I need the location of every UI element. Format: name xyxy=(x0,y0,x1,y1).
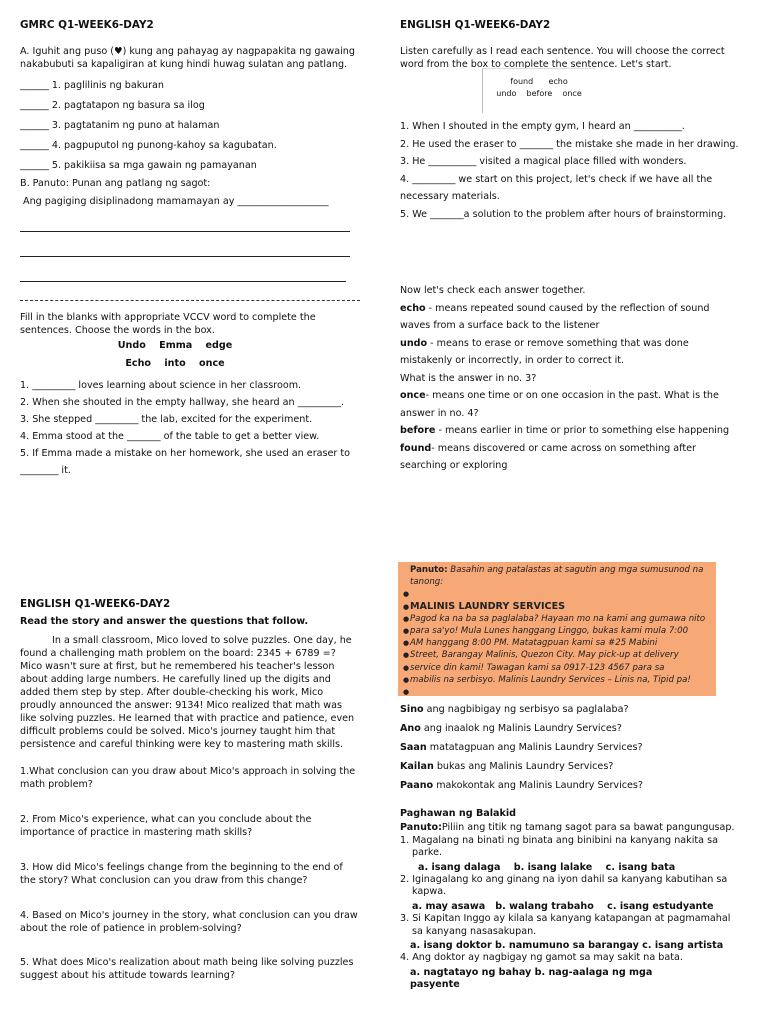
word-box-line-2: Echo into once xyxy=(125,357,225,369)
gmrc-items xyxy=(20,80,360,178)
list-item: 4. Emma stood at the _______ of the table to get a better view. xyxy=(20,430,320,442)
story-text: In a small classroom, Mico loved to solve puzzles. One day, he found a challenging math problem on the board: 2345 + 6789 =? Mico wasn't sure at first, but he remembered his teacher's lesson about adding large numbers. He carefully lined up the digits and added them step by step. After double-checking his work, Mico proudly announced the answer: 9134! Mico realized that math was like solving puzzles. He learned that with practice and patience, even difficult problems could be solved. Mico's journey taught him that persistence and careful thinking were key to mastering math skills. xyxy=(20,634,355,750)
ad-line: ● service din kami! Tawagan kami sa 0917-123 4567 para sa xyxy=(403,662,665,673)
list-item: 1. _________ loves learning about science in her classroom. xyxy=(20,379,302,391)
gmrc-prompt-b: Ang pagiging disiplinadong mamamayan ay ___________________ xyxy=(23,195,329,207)
word-box-line-2: undo before once xyxy=(496,88,582,98)
question: 4. Based on Mico's journey in the story, what conclusion can you draw about the role of patience in problem-solving? xyxy=(20,909,358,934)
list-item: 3. He __________ visited a magical place filled with wonders. xyxy=(400,156,687,168)
ad-questions xyxy=(400,700,740,795)
ad-title: MALINIS LAUNDRY SERVICES xyxy=(410,600,566,612)
vccv-instruction: Fill in the blanks with appropriate VCCV word to complete the sentences. Choose the words in the box. xyxy=(20,312,316,336)
ad-line: ● Pagod ka na ba sa paglalaba? Hayaan mo na kami ang gumawa nito xyxy=(403,613,706,624)
ad-text: service din kami! Tawagan kami sa 0917-123 4567 para sa xyxy=(410,662,665,673)
section-divider xyxy=(20,300,360,301)
ad-line: ● mabilis na serbisyo. Malinis Laundry Services – Linis na, Tipid pa! xyxy=(403,674,691,685)
ad-text: Street, Barangay Malinis, Quezon City. May pick-up at delivery xyxy=(410,650,679,661)
question-word: Sino xyxy=(400,704,424,715)
english-story-section xyxy=(20,597,360,983)
definition: - means to erase or remove something that was done mistakenly or incorrectly, in order to correct it. xyxy=(400,337,689,366)
ad-text: Pagod ka na ba sa paglalaba? Hayaan mo na kami ang gumawa nito xyxy=(410,613,706,624)
definition-before xyxy=(400,422,740,440)
question: 5. What does Mico's realization about math being like solving puzzles suggest about his attitude towards learning? xyxy=(20,957,354,982)
question: 3. Si Kapitan Inggo ay kilala sa kanyang katapangan at pagmamahal sa kanyang nasasakupan. xyxy=(400,913,731,937)
ad-line: ● Street, Barangay Malinis, Quezon City. May pick-up at delivery xyxy=(403,650,679,661)
choices: a. isang doktor b. namumuno sa barangay c. isang artista xyxy=(410,940,724,952)
ad-text: para sa'yo! Mula Lunes hanggang Linggo, bukas kami mula 7:00 xyxy=(410,626,689,637)
question: 1. Magalang na binati ng binata ang binibini na kanyang nakita sa parke. xyxy=(400,834,718,859)
definition-undo xyxy=(400,335,740,370)
definition: - means repeated sound caused by the reflection of sound waves from a surface back to the listener xyxy=(400,302,710,331)
gmrc-section xyxy=(20,18,360,282)
definition: - means one time or on one occasion in the past. What is the answer in no. 4? xyxy=(400,390,719,419)
definition: - means discovered or came across on something after searching or exploring xyxy=(400,442,696,471)
question-word: Kailan xyxy=(400,761,434,772)
question-word: Ano xyxy=(400,723,421,734)
paghawan-instruction xyxy=(400,822,742,834)
gmrc-instruction-a: A. Iguhit ang puso (♥) kung ang pahayag ay nagpapakita ng gawaing nakabubuti sa kapaligiran at kung hindi huwag sulatan ang patlang. xyxy=(20,46,355,70)
list-item: 5. We _______a solution to the problem after hours of brainstorming. xyxy=(400,208,727,220)
panuto-text: Basahin ang patalastas at sagutin ang mga sumusunod na tanong: xyxy=(410,565,704,588)
question-word: Saan xyxy=(400,742,427,753)
ad-line: ● para sa'yo! Mula Lunes hanggang Linggo, bukas kami mula 7:00 xyxy=(403,626,689,637)
definition: - means earlier in time or prior to something else happening xyxy=(435,425,730,436)
paghawan-section xyxy=(400,808,742,992)
definition-once xyxy=(400,387,740,422)
question-text: ang inaalok ng Malinis Laundry Services? xyxy=(420,723,622,734)
definition-found xyxy=(400,440,740,475)
list-item: 2. He used the eraser to _______ the mistake she made in her drawing. xyxy=(400,138,739,150)
list-item: 3. She stepped _________ the lab, excited for the experiment. xyxy=(20,413,313,425)
vccv-section xyxy=(20,312,360,479)
term: undo xyxy=(400,337,428,349)
ad-question xyxy=(400,757,740,776)
list-item: 4. _________ we start on this project, let's check if we have all the necessary materials. xyxy=(400,173,713,203)
question: 1.What conclusion can you draw about Mico's approach in solving the math problem? xyxy=(20,765,356,790)
question-text: bukas ang Malinis Laundry Services? xyxy=(433,761,614,772)
ad-instruction xyxy=(410,564,710,588)
question-text: ang nagbibigay ng serbisyo sa paglalaba? xyxy=(423,704,629,715)
panuto-text: Piliin ang titik ng tamang sagot para sa bawat pangungusap. xyxy=(441,822,735,834)
question-word: Paano xyxy=(400,780,434,791)
answer-line xyxy=(20,256,350,257)
choices: a. may asawa b. walang trabaho c. isang estudyante xyxy=(412,900,714,912)
ad-line: ● xyxy=(403,688,410,697)
ad-line: ● AM hanggang 8:00 PM. Matatagpuan kami sa #25 Mabini xyxy=(403,638,658,649)
panuto-label: Panuto: xyxy=(400,822,442,834)
question: 4. Ang doktor ay nagbigay ng gamot sa may sakit na bata. xyxy=(400,952,683,964)
list-item: ______ 2. pagtatapon ng basura sa ilog xyxy=(20,99,205,111)
ad-text: mabilis na serbisyo. Malinis Laundry Services – Linis na, Tipid pa! xyxy=(410,674,691,685)
story-instruction: Read the story and answer the questions that follow. xyxy=(20,616,309,628)
list-item: ______ 1. paglilinis ng bakuran xyxy=(20,79,164,91)
question-3: What is the answer in no. 3? xyxy=(400,372,537,384)
ad-line: ● xyxy=(403,590,410,599)
question: 2. Iginagalang ko ang ginang na iyon dahil sa kanyang kabutihan sa kapwa. xyxy=(400,874,728,898)
word-box xyxy=(482,68,595,113)
question-text: makokontak ang Malinis Laundry Services? xyxy=(433,780,643,791)
question-text: matatagpuan ang Malinis Laundry Services? xyxy=(426,742,643,753)
word-box-line-1: found echo xyxy=(510,77,568,86)
vccv-items xyxy=(20,377,360,479)
ad-text: AM hanggang 8:00 PM. Matatagpuan kami sa #25 Mabini xyxy=(410,638,658,649)
gmrc-title: GMRC Q1-WEEK6-DAY2 xyxy=(20,19,154,31)
english-instruction: Listen carefully as I read each sentence. You will choose the correct word from the box to complete the sentence. Let's start. xyxy=(400,46,725,70)
term: before xyxy=(400,425,436,436)
ad-title-line: ● MALINIS LAUNDRY SERVICES xyxy=(403,600,566,612)
english-items xyxy=(400,118,740,224)
definition-echo xyxy=(400,300,740,335)
story-title: ENGLISH Q1-WEEK6-DAY2 xyxy=(20,598,171,610)
answer-line xyxy=(20,281,346,282)
paghawan-title: Paghawan ng Balakid xyxy=(400,808,517,819)
list-item: ______ 4. pagpuputol ng punong-kahoy sa kagubatan. xyxy=(20,139,277,151)
gmrc-instruction-b: B. Panuto: Punan ang patlang ng sagot: xyxy=(20,177,211,189)
panuto-label: Panuto: xyxy=(410,565,448,575)
list-item: 1. When I shouted in the empty gym, I heard an __________. xyxy=(400,121,685,132)
check-text: Now let's check each answer together. xyxy=(400,285,586,296)
question: 2. From Mico's experience, what can you conclude about the importance of practice in mastering math skills? xyxy=(20,813,312,838)
ad-question xyxy=(400,738,740,757)
list-item: 2. When she shouted in the empty hallway, she heard an _________. xyxy=(20,396,344,408)
list-item: ______ 5. pakikiisa sa mga gawain ng pamayanan xyxy=(20,159,257,171)
term: found xyxy=(400,442,432,454)
term: once xyxy=(400,390,426,401)
choices: a. nagtatayo ng bahay b. nag-aalaga ng mga pasyente xyxy=(410,966,653,991)
english-listening-section xyxy=(400,18,740,72)
english-title: ENGLISH Q1-WEEK6-DAY2 xyxy=(400,19,551,31)
ad-question xyxy=(400,719,740,738)
list-item: ______ 3. pagtatanim ng puno at halaman xyxy=(20,119,220,131)
ad-question xyxy=(400,700,740,719)
laundry-ad xyxy=(398,562,716,696)
word-box-line-1: Undo Emma edge xyxy=(117,339,233,351)
question: 3. How did Mico's feelings change from the beginning to the end of the story? What conclusion can you draw from this change? xyxy=(20,861,343,886)
list-item: 5. If Emma made a mistake on her homework, she used an eraser to ________ it. xyxy=(20,447,351,476)
ad-question xyxy=(400,776,740,795)
definitions xyxy=(400,282,740,475)
choices: a. isang dalaga b. isang lalake c. isang bata xyxy=(418,861,676,873)
answer-line xyxy=(20,231,350,232)
term: echo xyxy=(400,302,426,314)
